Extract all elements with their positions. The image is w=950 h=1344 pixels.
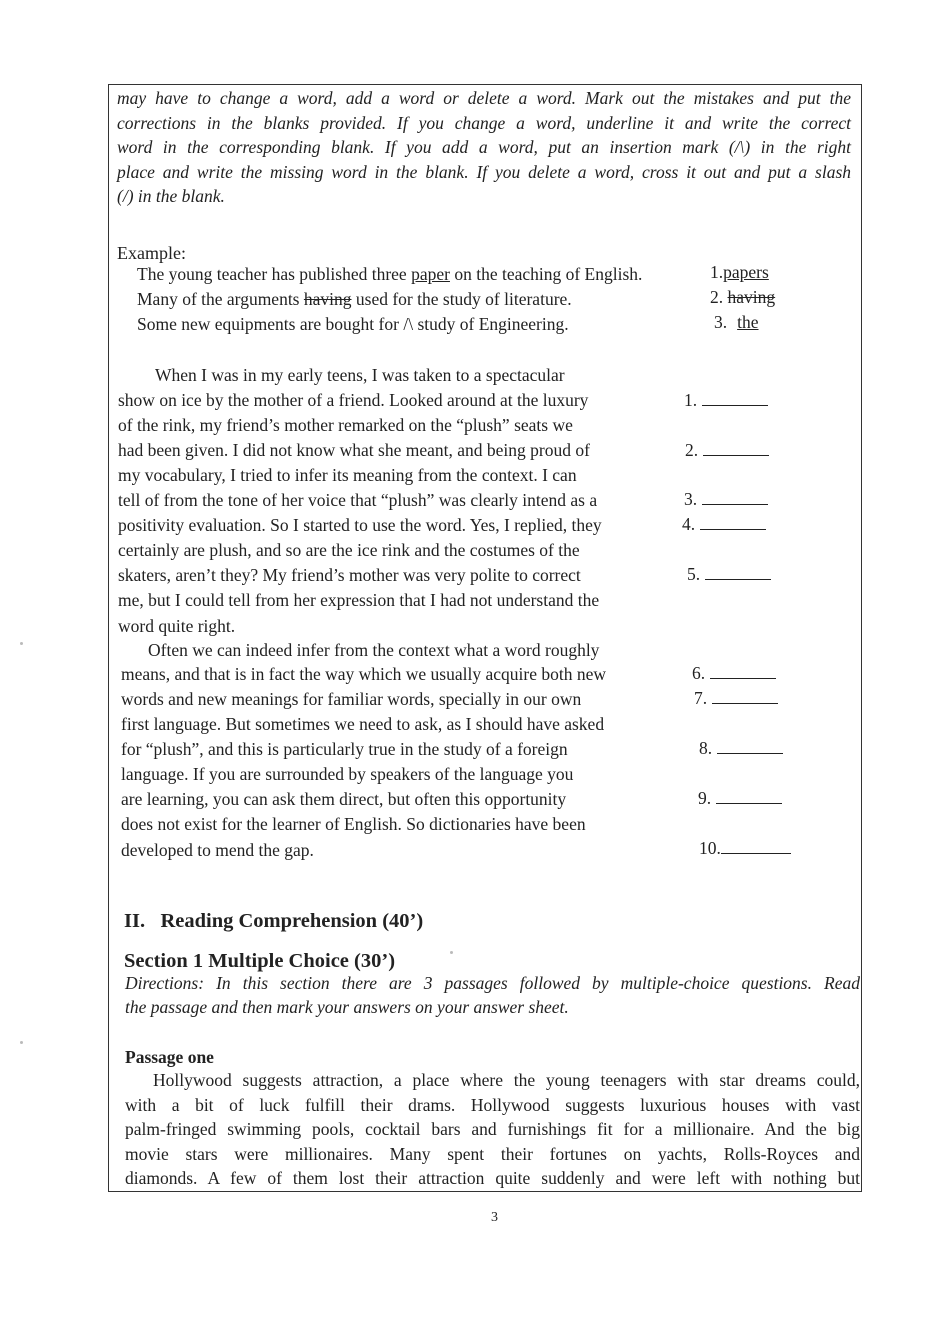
answer-blank[interactable]: 3.	[684, 488, 768, 510]
answer-blank[interactable]: 7.	[694, 687, 778, 709]
answer-blank[interactable]: 9.	[698, 787, 782, 809]
passage-one-line: with a bit of luck fulfill their drams. Hollywood suggests luxurious houses with vast	[125, 1094, 860, 1115]
passage-one-title: Passage one	[125, 1047, 214, 1067]
passage-one-body	[125, 1068, 860, 1191]
directions-line: (/) in the blank.	[117, 186, 225, 206]
directions-line: may have to change a word, add a word or delete a word. Mark out the mistakes and put the	[117, 88, 851, 108]
passage-line: words and new meanings for familiar words, specially in our own	[121, 689, 582, 709]
answer-blank[interactable]: 1.	[684, 389, 768, 411]
passage-line: means, and that is in fact the way which we usually acquire both new	[121, 664, 606, 684]
passage-line: me, but I could tell from her expression that I had not understand the	[118, 590, 600, 610]
mc-directions-line: Directions: In this section there are 3 passages followed by multiple-choice questions. Read	[125, 973, 860, 993]
passage-line: Often we can indeed infer from the context what a word roughly	[148, 640, 600, 660]
example-row: Many of the arguments having used for the study of literature.	[137, 289, 572, 309]
passage-line: skaters, aren’t they? My friend’s mother was very polite to correct	[118, 565, 581, 585]
passage-one-line: movie stars were millionaires. Many spent their fortunes on yachts, Rolls-Royces and	[125, 1143, 860, 1164]
example-error-word: having	[303, 289, 352, 309]
passage-line: language. If you are surrounded by speakers of the language you	[121, 764, 574, 784]
insertion-mark: /\	[403, 314, 414, 334]
passage-line: word quite right.	[118, 616, 236, 636]
example-label: Example:	[117, 243, 186, 263]
mc-directions	[125, 971, 860, 1019]
example-answer: 1.papers	[710, 262, 769, 282]
scan-speck	[20, 642, 23, 645]
passage-line: first language. But sometimes we need to ask, as I should have asked	[121, 714, 605, 734]
scan-speck	[450, 951, 453, 954]
passage-line: tell of from the tone of her voice that “plush” was clearly intend as a	[118, 490, 598, 510]
section-title: II. Reading Comprehension (40’)	[124, 910, 424, 932]
mc-directions-line: the passage and then mark your answers on your answer sheet.	[125, 997, 569, 1017]
example-answer: 3. the	[714, 312, 759, 332]
directions-line: place and write the missing word in the blank. If you delete a word, cross it out and put a slash	[117, 161, 851, 182]
passage-one-line: diamonds. A few of them lost their attraction quite suddenly and were left with nothing but	[125, 1168, 860, 1188]
passage-line: does not exist for the learner of English. So dictionaries have been	[121, 814, 586, 834]
example-row: Some new equipments are bought for /\ study of Engineering.	[137, 314, 569, 334]
example-answer: 2. having	[710, 287, 776, 307]
answer-blank[interactable]: 10.	[699, 837, 791, 859]
page-number: 3	[491, 1210, 498, 1225]
passage-line: certainly are plush, and so are the ice rink and the costumes of the	[118, 540, 580, 560]
passage-line: are learning, you can ask them direct, but often this opportunity	[121, 789, 567, 809]
answer-blank[interactable]: 5.	[687, 563, 771, 585]
answer-blank[interactable]: 2.	[685, 439, 769, 461]
scan-speck	[20, 1041, 23, 1044]
passage-line: show on ice by the mother of a friend. Looked around at the luxury	[118, 390, 589, 410]
passage-line: developed to mend the gap.	[121, 840, 314, 860]
example-row: The young teacher has published three paper on the teaching of English.	[137, 264, 643, 284]
error-correction-directions	[117, 86, 851, 209]
passage-line: of the rink, my friend’s mother remarked on the “plush” seats we	[118, 415, 573, 435]
answer-blank[interactable]: 4.	[682, 513, 766, 535]
example-error-word: paper	[411, 264, 450, 284]
passage-one-line: palm-fringed swimming pools, cocktail bars and furnishings fit for a millionaire. And the big	[125, 1119, 860, 1139]
passage-line: for “plush”, and this is particularly true in the study of a foreign	[121, 739, 568, 759]
directions-line: word in the corresponding blank. If you add a word, put an insertion mark (/\) in the right	[117, 137, 851, 157]
passage-line: positivity evaluation. So I started to use the word. Yes, I replied, they	[118, 515, 602, 535]
passage-line: had been given. I did not know what she meant, and being proud of	[118, 440, 590, 460]
subsection-title: Section 1 Multiple Choice (30’)	[124, 950, 396, 972]
directions-line: corrections in the blanks provided. If you change a word, underline it and write the correct	[117, 112, 851, 133]
passage-one-line: Hollywood suggests attraction, a place where the young teenagers with star dreams could,	[153, 1070, 860, 1090]
answer-blank[interactable]: 6.	[692, 662, 776, 684]
passage-line: my vocabulary, I tried to infer its meaning from the context. I can	[118, 465, 577, 485]
answer-blank[interactable]: 8.	[699, 737, 783, 759]
passage-line: When I was in my early teens, I was taken to a spectacular	[155, 365, 565, 385]
